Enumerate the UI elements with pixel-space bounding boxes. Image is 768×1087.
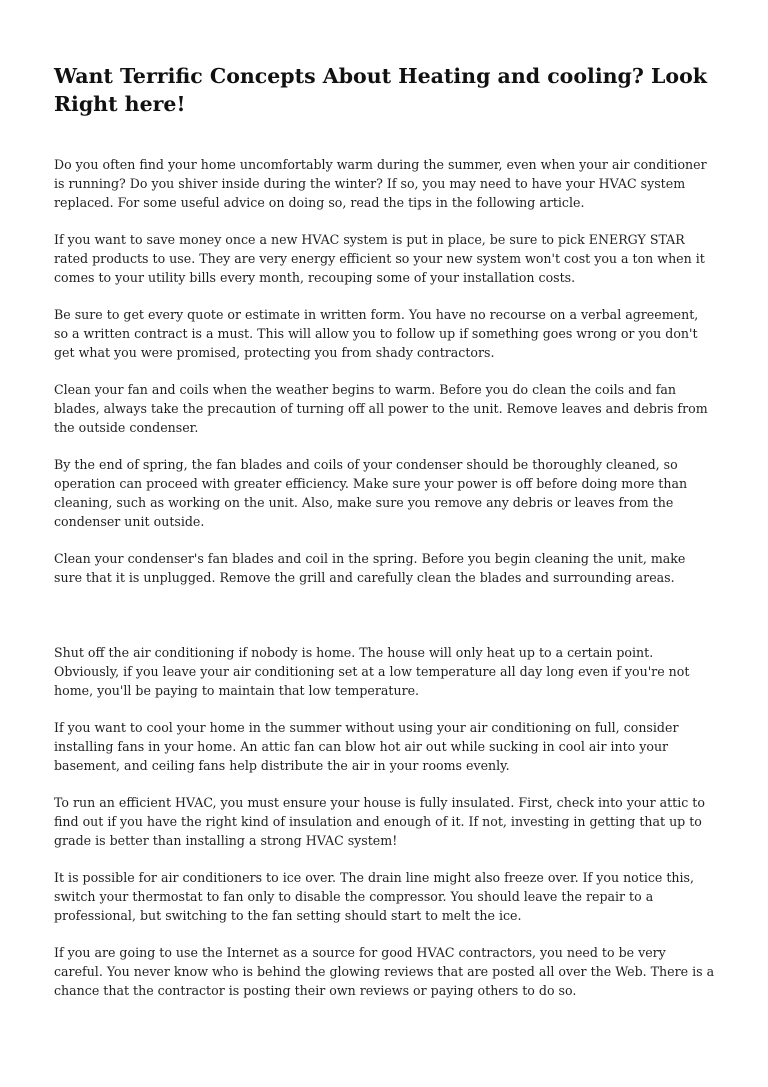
paragraph-end-of-spring: By the end of spring, the fan blades and coils of your condenser should be thoroughly cleaned, so operation can proceed with greater efficiency. Make sure your power is off before doing more than cleaning, such as working on the unit. Also, make sure you remove any debris or leaves from the condenser unit outside. [54, 457, 688, 529]
paragraph-install-fans: If you want to cool your home in the summer without using your air conditioning on full, consider installing fans in your home. An attic fan can blow hot air out while sucking in cool air into your basement, and ceiling fans help distribute the air in your rooms evenly. [54, 720, 679, 773]
paragraph-clean-fan-coils: Clean your fan and coils when the weather begins to warm. Before you do clean the coils and fan blades, always take the precaution of turning off all power to the unit. Remove leaves and debris from the outside condenser. [54, 382, 708, 435]
paragraph-insulation: To run an efficient HVAC, you must ensure your house is fully insulated. First, check into your attic to find out if you have the right kind of insulation and enough of it. If not, investing in getting that up to grade is better than installing a strong HVAC system! [54, 795, 705, 848]
paragraph-ice-over: It is possible for air conditioners to ice over. The drain line might also freeze over. If you notice this, switch your thermostat to fan only to disable the compressor. You should leave the repair to a professional, but switching to the fan setting should start to melt the ice. [54, 870, 695, 923]
document-page [54, 62, 716, 1018]
document-title: Want Terrific Concepts About Heating and cooling? Look Right here! [54, 64, 707, 116]
paragraph-condenser-blades: Clean your condenser's fan blades and coil in the spring. Before you begin cleaning the unit, make sure that it is unplugged. Remove the grill and carefully clean the blades and surrounding areas. [54, 551, 686, 585]
paragraph-intro: Do you often find your home uncomfortably warm during the summer, even when your air conditioner is running? Do you shiver inside during the winter? If so, you may need to have your HVAC system replaced. For some useful advice on doing so, read the tips in the following article. [54, 157, 707, 210]
paragraph-written-quote: Be sure to get every quote or estimate in written form. You have no recourse on a verbal agreement, so a written contract is a must. This will allow you to follow up if something goes wrong or you don't get what you were promised, protecting you from shady contractors. [54, 307, 699, 360]
paragraph-internet-contractors: If you are going to use the Internet as a source for good HVAC contractors, you need to be very careful. You never know who is behind the glowing reviews that are posted all over the Web. There is a chance that the contractor is posting their own reviews or paying others to do so. [54, 945, 715, 998]
paragraph-energy-star: If you want to save money once a new HVAC system is put in place, be sure to pick ENERGY STAR rated products to use. They are very energy efficient so your new system won't cost you a ton when it comes to your utility bills every month, recouping some of your installation costs. [54, 232, 705, 285]
paragraph-shut-off-ac: Shut off the air conditioning if nobody is home. The house will only heat up to a certain point. Obviously, if you leave your air conditioning set at a low temperature all day long even if you're not home, you'll be paying to maintain that low temperature. [54, 645, 690, 698]
